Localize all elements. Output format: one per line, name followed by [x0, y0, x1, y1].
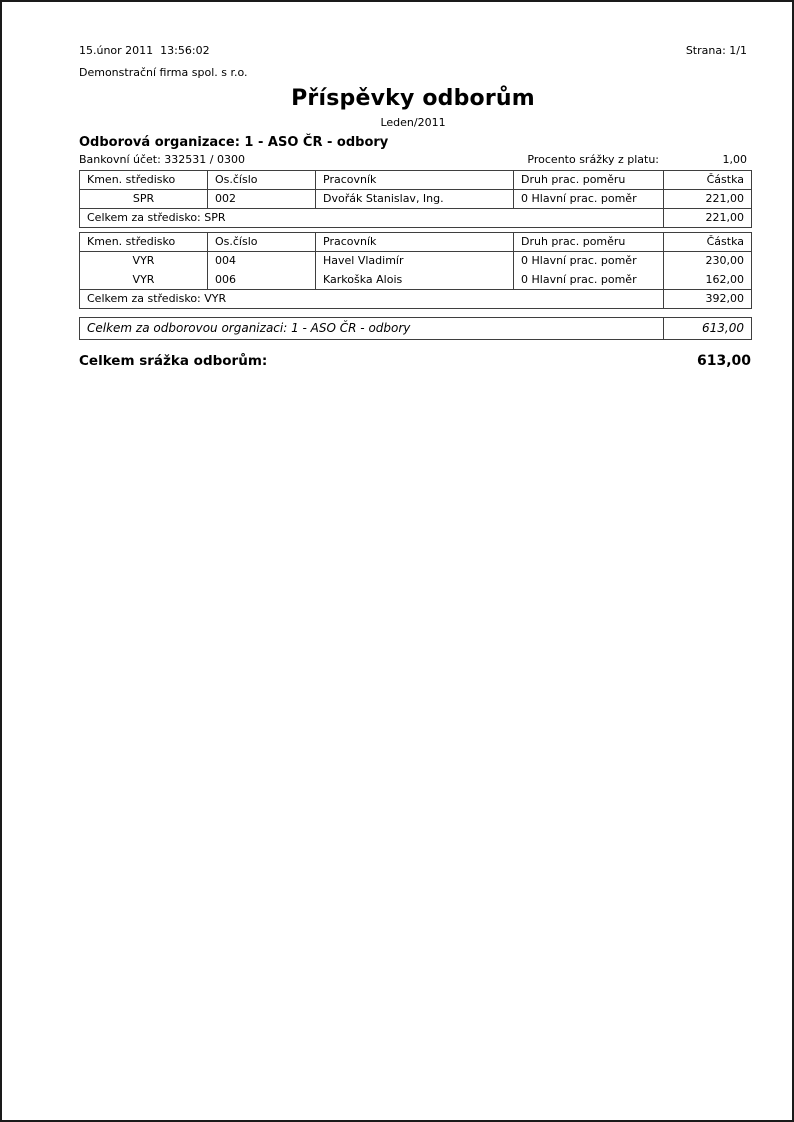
table-header-row [80, 171, 752, 190]
cell-pracovnik: Karkoška Alois [316, 271, 514, 290]
column-header-os-cislo: Os.číslo [208, 233, 316, 252]
group-subtotal-row [80, 290, 752, 309]
column-header-druh: Druh prac. poměru [514, 233, 664, 252]
grand-total-value: 613,00 [696, 353, 751, 369]
column-header-stredisko: Kmen. středisko [80, 233, 208, 252]
deduction-percent-label: Procento srážky z platu: [527, 153, 659, 166]
group-subtotal-value: 221,00 [664, 209, 752, 228]
report-datetime: 15.únor 2011 13:56:02 [79, 44, 210, 57]
group-subtotal-label: Celkem za středisko: VYR [80, 290, 664, 309]
column-header-castka: Částka [664, 171, 752, 190]
cell-os-cislo: 006 [208, 271, 316, 290]
employee-group-table-spr [79, 170, 752, 228]
page-indicator: Strana: 1/1 [685, 44, 747, 57]
column-header-pracovnik: Pracovník [316, 171, 514, 190]
column-header-druh: Druh prac. poměru [514, 171, 664, 190]
cell-druh: 0 Hlavní prac. poměr [514, 190, 664, 209]
column-header-os-cislo: Os.číslo [208, 171, 316, 190]
cell-stredisko: VYR [80, 271, 208, 290]
column-header-stredisko: Kmen. středisko [80, 171, 208, 190]
report-topbar [79, 44, 747, 57]
company-name: Demonstrační firma spol. s r.o. [79, 66, 248, 79]
cell-pracovnik: Havel Vladimír [316, 252, 514, 271]
deduction-percent [527, 153, 747, 166]
organization-total-row [79, 317, 752, 340]
cell-stredisko: VYR [80, 252, 208, 271]
organization-total-label: Celkem za odborovou organizaci: 1 - ASO ČR - odbory [87, 321, 411, 335]
table-row [80, 190, 752, 209]
table-header-row [80, 233, 752, 252]
organization-heading: Odborová organizace: 1 - ASO ČR - odbory [79, 135, 389, 150]
employee-group-table-vyr [79, 232, 752, 309]
group-subtotal-row [80, 209, 752, 228]
table-row [80, 271, 752, 290]
bank-account-line [79, 153, 747, 166]
cell-castka: 221,00 [664, 190, 752, 209]
bank-account-label: Bankovní účet: 332531 / 0300 [79, 153, 245, 166]
column-header-pracovnik: Pracovník [316, 233, 514, 252]
cell-castka: 162,00 [664, 271, 752, 290]
cell-druh: 0 Hlavní prac. poměr [514, 271, 664, 290]
report-title: Příspěvky odborům [291, 86, 535, 111]
organization-total-value: 613,00 [664, 318, 752, 340]
group-subtotal-label: Celkem za středisko: SPR [80, 209, 664, 228]
table-row [80, 252, 752, 271]
cell-os-cislo: 002 [208, 190, 316, 209]
cell-pracovnik: Dvořák Stanislav, Ing. [316, 190, 514, 209]
report-period: Leden/2011 [380, 116, 446, 129]
grand-total-label: Celkem srážka odborům: [79, 353, 268, 369]
grand-total-row [79, 353, 751, 369]
cell-druh: 0 Hlavní prac. poměr [514, 252, 664, 271]
cell-castka: 230,00 [664, 252, 752, 271]
deduction-percent-value: 1,00 [722, 153, 747, 166]
group-subtotal-value: 392,00 [664, 290, 752, 309]
cell-stredisko: SPR [80, 190, 208, 209]
column-header-castka: Částka [664, 233, 752, 252]
cell-os-cislo: 004 [208, 252, 316, 271]
